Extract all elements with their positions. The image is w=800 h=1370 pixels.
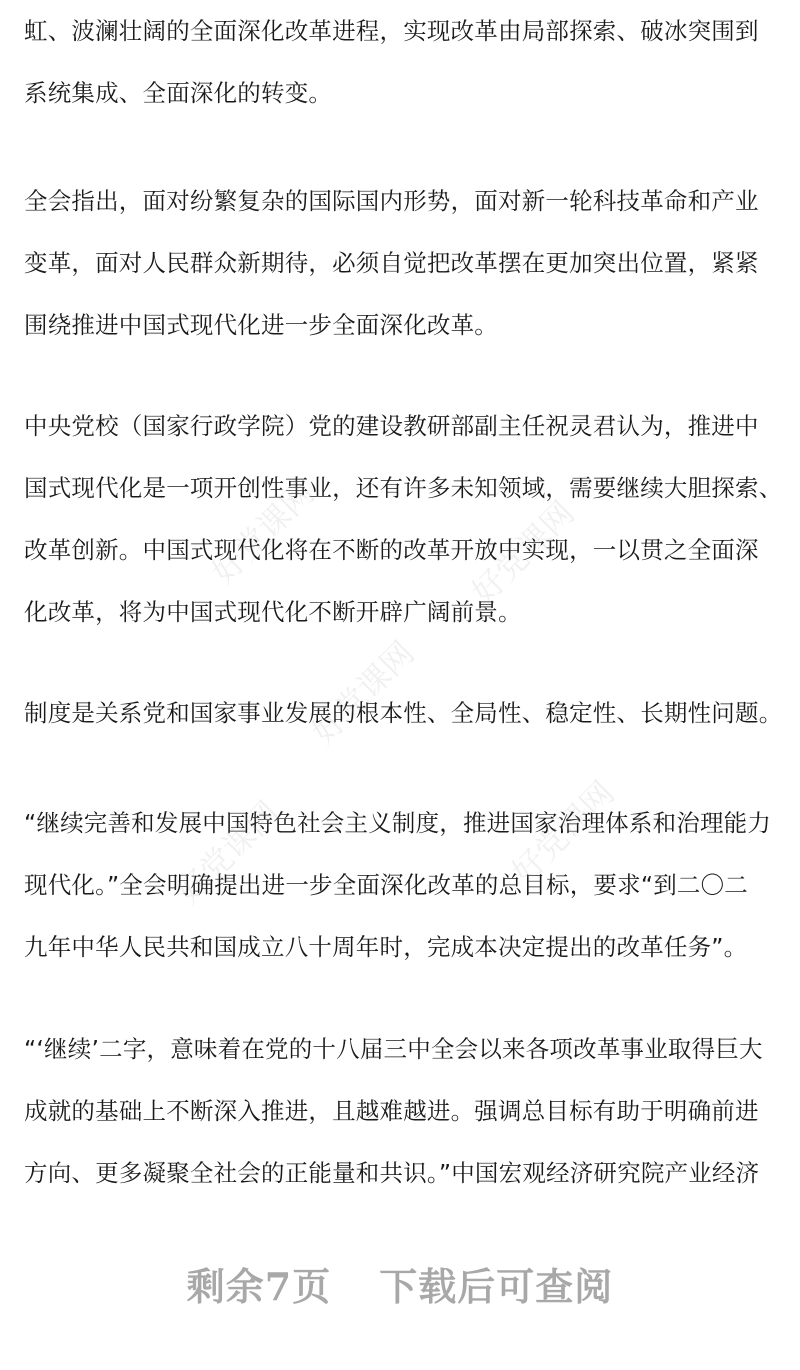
paragraph-4: 制度是关系党和国家事业发展的根本性、全局性、稳定性、长期性问题。 [24, 699, 783, 727]
paragraph-1: 虹、波澜壮阔的全面深化改革进程，实现改革由局部探索、破冰突围到 系统集成、全面深化的转变。 [24, 17, 759, 107]
paragraph-6: “‘继续’二字，意味着在党的十八届三中全会以来各项改革事业取得巨大 成就的基础上不断深入推进，且越难越进。强调总目标有助于明确前进 方向、更多凝聚全社会的正能量和共识。”中国宏观经济研究院产业经济 [24, 1035, 763, 1187]
paragraph-2: 全会指出，面对纷繁复杂的国际国内形势，面对新一轮科技革命和产业 变革，面对人民群众新期待，必须自觉把改革摆在更加突出位置，紧紧 围绕推进中国式现代化进一步全面深化改革。 [24, 187, 759, 339]
paragraph-3: 中央党校（国家行政学院）党的建设教研部副主任祝灵君认为，推进中 国式现代化是一项开创性事业，还有许多未知领域，需要继续大胆探索、 改革创新。中国式现代化将在不断的改革开放中实现，一以贯之全面深 化改革，将为中国式现代化不断开辟广阔前景。 [24, 412, 783, 626]
watermark-text: 好党课网 [169, 793, 287, 912]
download-to-view-label: 下载后可查阅 [379, 1264, 614, 1309]
watermark-text: 好党课网 [504, 773, 622, 892]
paragraph-5: “继续完善和发展中国特色社会主义制度，推进国家治理体系和治理能力 现代化。”全会明确提出进一步全面深化改革的总目标，要求“到二〇二 九年中华人民共和国成立八十周年时，完成本决定提出的改革任务”。 [24, 809, 772, 961]
watermark-text: 好党课网 [204, 473, 322, 592]
remaining-pages-label: 剩余7页 [186, 1264, 332, 1309]
download-prompt[interactable] [0, 1256, 800, 1311]
watermark-text: 好党课网 [304, 633, 422, 752]
watermark-text: 好党课网 [464, 493, 582, 612]
